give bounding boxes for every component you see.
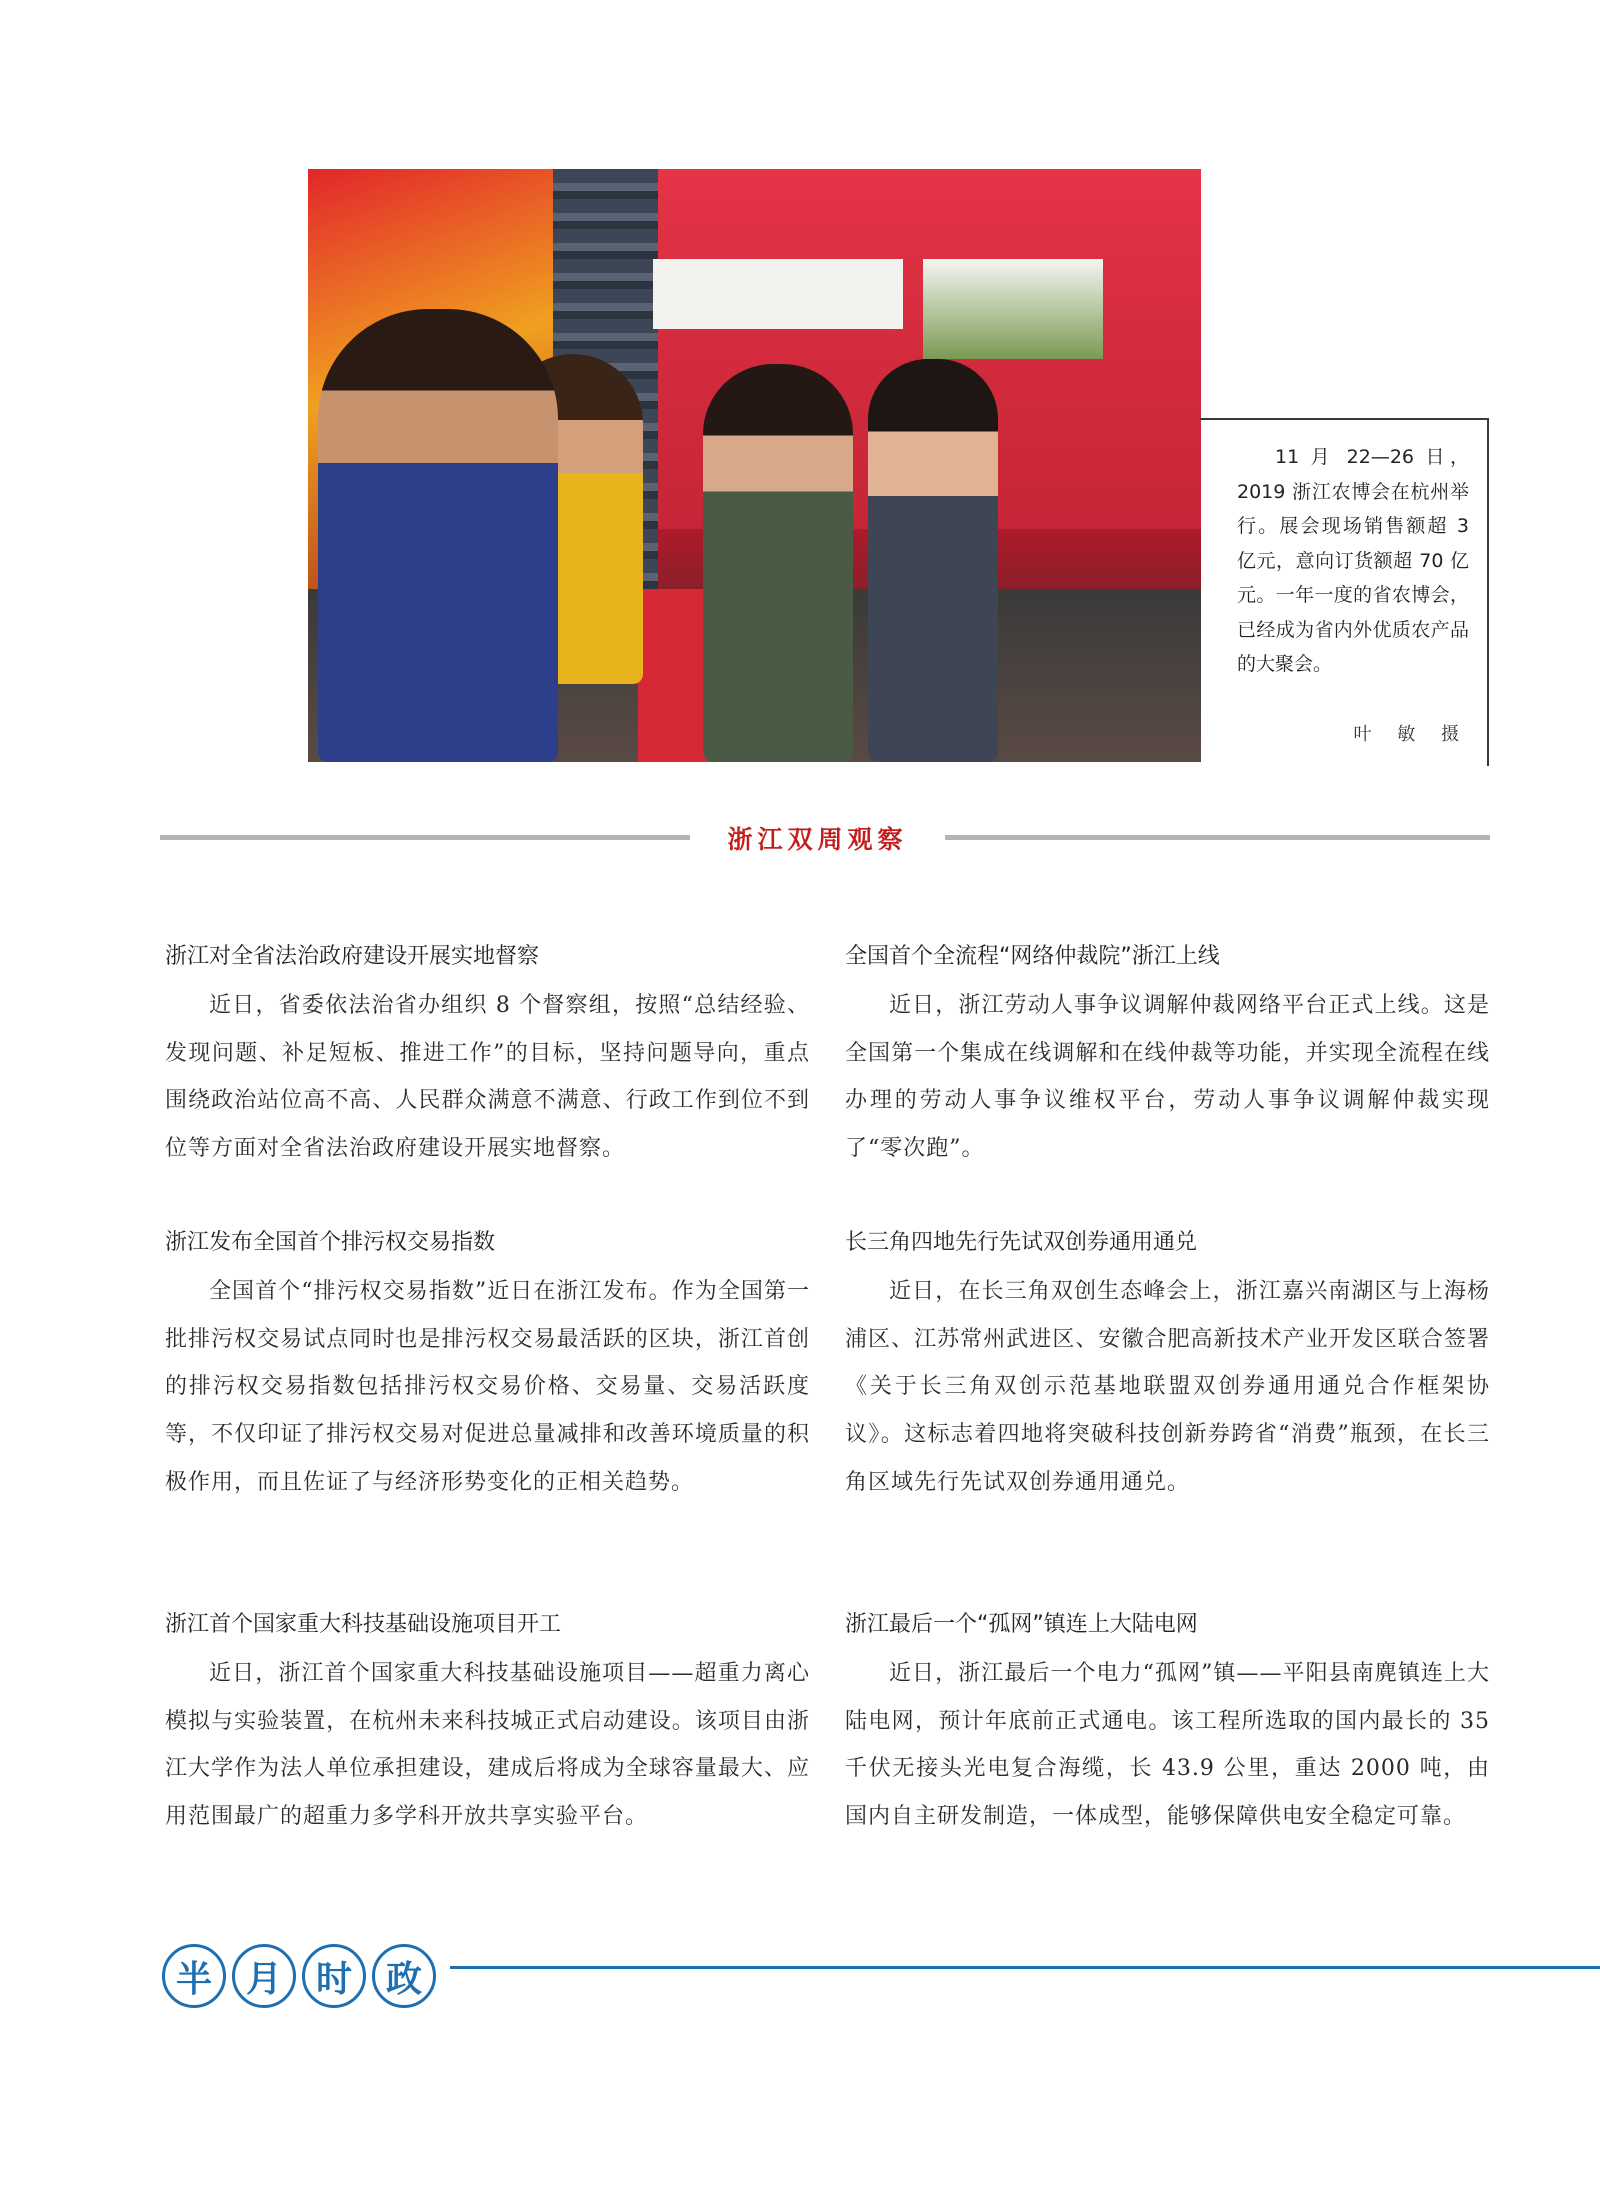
article-title: 浙江对全省法治政府建设开展实地督察 bbox=[165, 944, 540, 969]
article-body: 近日，在长三角双创生态峰会上，浙江嘉兴南湖区与上海杨浦区、江苏常州武进区、安徽合肥高新技术产业开发区联合签署《关于长三角双创示范基地联盟双创券通用通兑合作框架协议》。这标志着四地将突破科技创新券跨省“消费”瓶颈，在长三角区域先行先试双创券通用通兑。 bbox=[845, 1279, 1490, 1495]
caption-rule bbox=[1487, 418, 1489, 766]
article-body: 近日，浙江劳动人事争议调解仲裁网络平台正式上线。这是全国第一个集成在线调解和在线仲裁等功能，并实现全流程在线办理的劳动人事争议维权平台，劳动人事争议调解仲裁实现了“零次跑”。 bbox=[845, 993, 1490, 1162]
column-title-char: 月 bbox=[232, 1944, 296, 2008]
article-body: 近日，省委依法治省办组织 8 个督察组，按照“总结经验、发现问题、补足短板、推进工作”的目标，坚持问题导向，重点围绕政治站位高不高、人民群众满意不满意、行政工作到位不到位等方面对全省法治政府建设开展实地督察。 bbox=[165, 993, 810, 1162]
article-title: 全国首个全流程“网络仲裁院”浙江上线 bbox=[845, 944, 1220, 969]
expo-photo bbox=[308, 169, 1201, 762]
photo-person bbox=[318, 309, 558, 762]
article-title: 浙江最后一个“孤网”镇连上大陆电网 bbox=[845, 1612, 1198, 1637]
article bbox=[845, 1226, 1490, 1507]
column-title-char: 半 bbox=[162, 1944, 226, 2008]
section-title: 浙江双周观察 bbox=[727, 825, 908, 854]
article bbox=[845, 940, 1490, 1173]
photo-caption: 11 月 22—26 日，2019 浙江农博会在杭州举行。展会现场销售额超 3 亿元，意向订货额超 70 亿元。一年一度的省农博会，已经成为省内外优质农产品的大聚会。 bbox=[1237, 446, 1469, 675]
article-title: 长三角四地先行先试双创券通用通兑 bbox=[845, 1230, 1198, 1255]
article-body: 近日，浙江最后一个电力“孤网”镇——平阳县南麂镇连上大陆电网，预计年底前正式通电。该工程所选取的国内最长的 35 千伏无接头光电复合海缆，长 43.9 公里，重达 2000 吨，由国内自主研发制造，一体成型，能够保障供电安全稳定可靠。 bbox=[845, 1661, 1490, 1830]
article-body: 近日，浙江首个国家重大科技基础设施项目——超重力离心模拟与实验装置，在杭州未来科技城正式启动建设。该项目由浙江大学作为法人单位承担建设，建成后将成为全球容量最大、应用范围最广的超重力多学科开放共享实验平台。 bbox=[165, 1661, 810, 1830]
article bbox=[165, 940, 810, 1173]
article-title: 浙江发布全国首个排污权交易指数 bbox=[165, 1230, 496, 1255]
article-title: 浙江首个国家重大科技基础设施项目开工 bbox=[165, 1612, 562, 1637]
photo-person bbox=[703, 364, 853, 762]
footer-rule bbox=[450, 1966, 1600, 1969]
column-title-char: 时 bbox=[302, 1944, 366, 2008]
article bbox=[165, 1608, 810, 1841]
photo-credit: 叶 敏 摄 bbox=[1353, 724, 1469, 745]
photo-screen bbox=[653, 259, 903, 329]
photo-person bbox=[868, 359, 998, 762]
article bbox=[165, 1226, 810, 1507]
section-divider-right bbox=[945, 835, 1490, 840]
section-divider-left bbox=[160, 835, 690, 840]
caption-rule-top bbox=[1200, 418, 1489, 420]
article-body: 全国首个“排污权交易指数”近日在浙江发布。作为全国第一批排污权交易试点同时也是排污权交易最活跃的区块，浙江首创的排污权交易指数包括排污权交易价格、交易量、交易活跃度等，不仅印证了排污权交易对促进总量减排和改善环境质量的积极作用，而且佐证了与经济形势变化的正相关趋势。 bbox=[165, 1279, 810, 1495]
column-title bbox=[162, 1944, 436, 2008]
column-title-char: 政 bbox=[372, 1944, 436, 2008]
photo-person bbox=[988, 269, 1201, 762]
article bbox=[845, 1608, 1490, 1841]
